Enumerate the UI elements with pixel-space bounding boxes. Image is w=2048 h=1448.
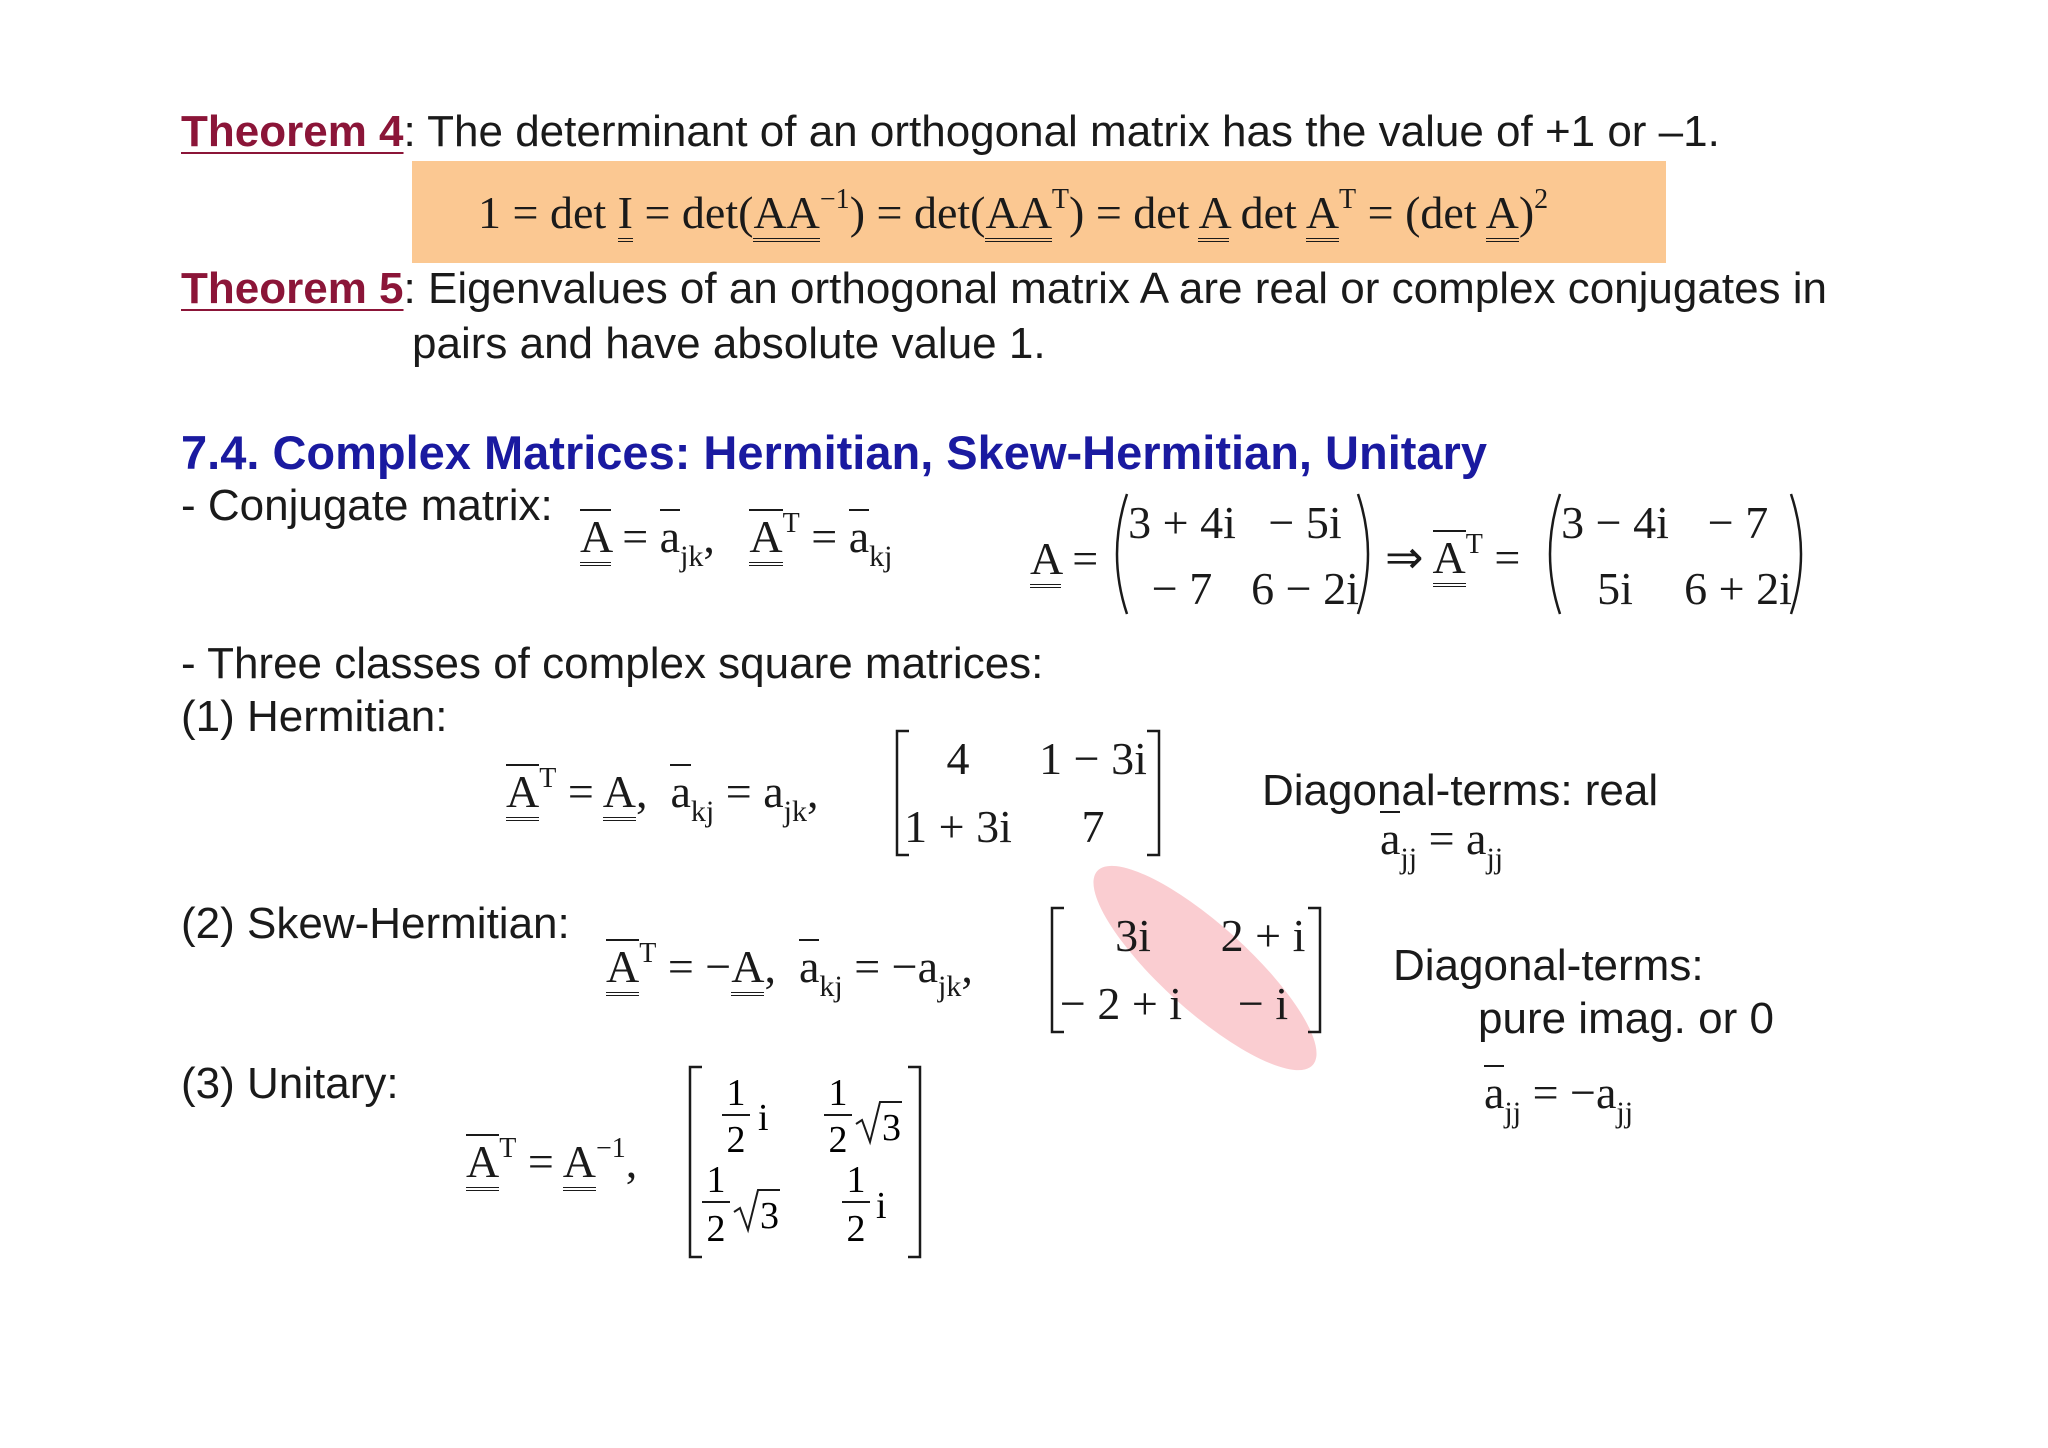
matrix-AbarT-cell: − 7 bbox=[1707, 497, 1769, 548]
svg-text:2: 2 bbox=[706, 1208, 726, 1250]
matrix-A-cell: − 5i bbox=[1268, 497, 1342, 548]
implies-AbarT: ⇒ $A^T$ = bbox=[1385, 530, 1520, 584]
theorem4-line bbox=[181, 108, 1720, 156]
svg-text:2: 2 bbox=[828, 1119, 848, 1161]
matrix-AbarT-cell: 5i bbox=[1597, 563, 1633, 614]
skew-label: (2) Skew-Hermitian: bbox=[181, 899, 570, 948]
matrix-AbarT-cell: 3 − 4i bbox=[1561, 497, 1669, 548]
matrix-A-cell: 3 + 4i bbox=[1128, 497, 1236, 548]
hermitian-matrix bbox=[893, 728, 1163, 858]
svg-text:1: 1 bbox=[706, 1159, 726, 1201]
theorem4-text: : The determinant of an orthogonal matrix has the value of +1 or –1. bbox=[403, 107, 1720, 156]
unitary-label: (3) Unitary: bbox=[181, 1059, 399, 1108]
theorem5-line1 bbox=[181, 265, 1827, 313]
section-title: 7.4. Complex Matrices: Hermitian, Skew-Hermitian, Unitary bbox=[181, 426, 1487, 479]
unitary-definition: $A^T = A^{-1}$, bbox=[466, 1135, 637, 1188]
theorem5-label: Theorem 5 bbox=[181, 264, 404, 313]
skew-matrix-cell: − i bbox=[1237, 978, 1289, 1029]
unitary-matrix bbox=[686, 1064, 926, 1260]
skew-note-line2: pure imag. or 0 bbox=[1478, 994, 1774, 1043]
svg-text:3: 3 bbox=[760, 1195, 779, 1237]
theorem4-label: Theorem 4 bbox=[181, 107, 404, 156]
matrix-A-label: A = bbox=[1030, 532, 1098, 585]
theorem5-line2: pairs and have absolute value 1. bbox=[412, 319, 1046, 368]
theorem4-formula: $1 = \det I = \det(AA^{-1}) = \det(AA^T) = \det A$ $\det A^T = (\det$ A)$^2$ bbox=[478, 186, 1548, 239]
matrix-AbarT bbox=[1538, 490, 1813, 618]
matrix-A-cell: − 7 bbox=[1151, 563, 1213, 614]
svg-text:2: 2 bbox=[846, 1208, 866, 1250]
hermitian-matrix-cell: 7 bbox=[1081, 801, 1105, 852]
hermitian-definition: $A^T = A$, $a_{kj} = a_{jk}$, bbox=[506, 763, 819, 828]
theorem5-text: : Eigenvalues of an orthogonal matrix A are real or complex conjugates in bbox=[403, 264, 1828, 313]
hermitian-note-formula: $a_{jj} = a_{jj}$ bbox=[1380, 813, 1504, 875]
matrix-A-cell: 6 − 2i bbox=[1251, 563, 1359, 614]
conjugate-definition: $A = a_{jk}$, $A^T = a_{kj}$ bbox=[580, 508, 893, 573]
hermitian-matrix-cell: 1 + 3i bbox=[904, 801, 1012, 852]
svg-text:i: i bbox=[876, 1185, 887, 1227]
conjugate-label: - Conjugate matrix: bbox=[181, 481, 553, 530]
skew-note-formula: $a_{jj} = -a_{jj}$ bbox=[1484, 1067, 1634, 1129]
skew-note-line1: Diagonal-terms: bbox=[1393, 941, 1704, 990]
skew-matrix bbox=[1048, 905, 1324, 1035]
matrix-AbarT-cell: 6 + 2i bbox=[1684, 563, 1792, 614]
classes-label: - Three classes of complex square matrices: bbox=[181, 639, 1044, 688]
hermitian-label: (1) Hermitian: bbox=[181, 692, 448, 741]
skew-matrix-cell: 3i bbox=[1115, 910, 1151, 961]
skew-matrix-cell: 2 + i bbox=[1220, 910, 1306, 961]
svg-text:2: 2 bbox=[726, 1119, 746, 1161]
svg-text:3: 3 bbox=[882, 1107, 901, 1149]
matrix-A bbox=[1105, 490, 1380, 618]
skew-definition: $A^T = -A$, $a_{kj} = -a_{jk}$, bbox=[606, 938, 973, 1003]
svg-text:i: i bbox=[758, 1097, 769, 1139]
svg-text:1: 1 bbox=[828, 1072, 848, 1114]
hermitian-note: Diagonal-terms: real bbox=[1262, 766, 1659, 815]
hermitian-matrix-cell: 1 − 3i bbox=[1039, 733, 1147, 784]
hermitian-matrix-cell: 4 bbox=[946, 733, 970, 784]
svg-text:1: 1 bbox=[846, 1159, 866, 1201]
skew-matrix-cell: − 2 + i bbox=[1059, 978, 1183, 1029]
svg-text:1: 1 bbox=[726, 1072, 746, 1114]
